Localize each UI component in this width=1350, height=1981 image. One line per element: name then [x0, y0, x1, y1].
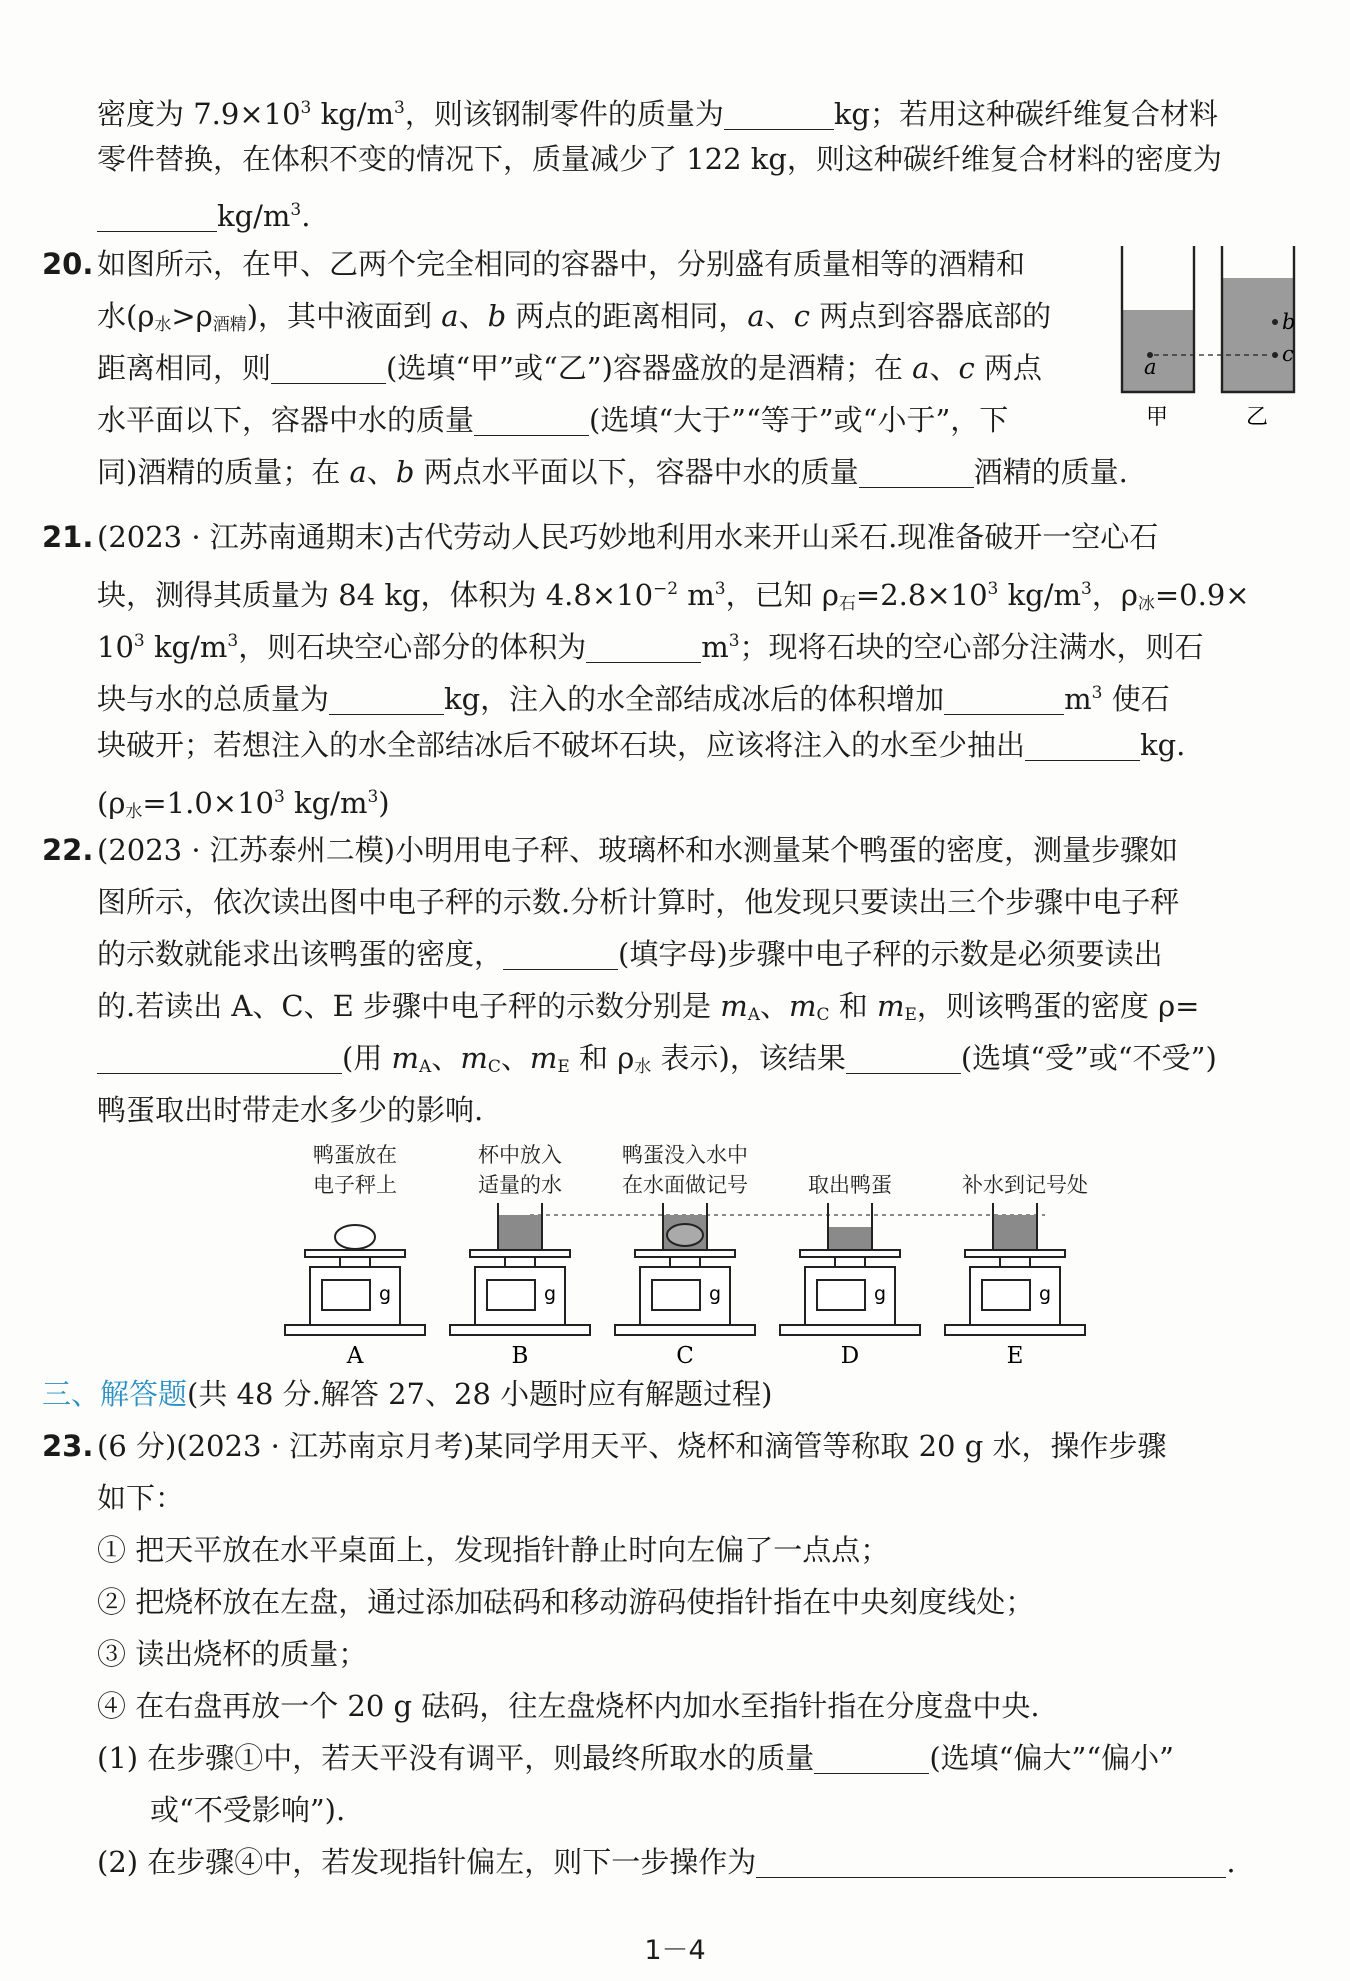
step-caption: 鸭蛋没入水中 [622, 1143, 748, 1167]
point-b [1272, 319, 1278, 325]
water [993, 1215, 1037, 1250]
text-line: (2) 在步骤④中，若发现指针偏左，则下一步操作为 . [97, 1845, 1236, 1879]
scale-display [817, 1280, 865, 1310]
scale-stem [340, 1257, 370, 1267]
water [498, 1215, 542, 1250]
section-title: 三、解答题 [42, 1377, 188, 1411]
text-line: 块，测得其质量为 84 kg，体积为 $4.8\times 10^{-2}$ $m^3$，已知 $\rho_石=2.8\times 10^3$ $kg/m^3$，$\rho_冰=0.9\times$ [97, 578, 1250, 614]
unit-label: g [874, 1283, 887, 1305]
section-note: (共 48 分.解答 27、28 小题时应有解题过程) [187, 1377, 773, 1411]
step-e [945, 1173, 1088, 1365]
step-item: ④ 在右盘再放一个 20 g 砝码，往左盘烧杯内加水至指针指在分度盘中央. [97, 1689, 1040, 1723]
text-line: 如图所示，在甲、乙两个完全相同的容器中，分别盛有质量相等的酒精和 [97, 247, 1026, 281]
answer-blank[interactable] [503, 939, 618, 970]
scale-display [652, 1280, 700, 1310]
answer-blank[interactable] [97, 201, 217, 232]
scale-plate [470, 1250, 570, 1257]
question-number: 20. [42, 247, 94, 281]
text-line: $10^3$ $kg/m^3$，则石块空心部分的体积为 $m^3$；现将石块的空心部分注满水，则石 [97, 630, 1204, 664]
step-a [285, 1143, 425, 1365]
step-caption: 在水面做记号 [622, 1173, 748, 1197]
answer-blank[interactable] [271, 353, 386, 384]
text-line: 同)酒精的质量；在 a、b 两点水平面以下，容器中水的质量 酒精的质量. [97, 455, 1128, 489]
text-line: (2023 · 江苏南通期末)古代劳动人民巧妙地利用水来开山采石.现准备破开一空心石 [97, 520, 1159, 554]
step-letter: E [1006, 1343, 1024, 1365]
question-number: 21. [42, 520, 94, 554]
text-line: $kg/m^3$. [97, 184, 1277, 242]
step-letter: D [840, 1343, 860, 1365]
text-line: (6 分)(2023 · 江苏南京月考)某同学用天平、烧杯和滴管等称取 20 g 水，操作步骤 [97, 1429, 1167, 1463]
question-number: 23. [42, 1429, 94, 1463]
point-a-label: a [1144, 355, 1157, 379]
scale-plate [305, 1250, 405, 1257]
water [828, 1227, 872, 1250]
text-line: 水平面以下，容器中水的质量 (选填“大于”“等于”或“小于”，下 [97, 403, 1009, 437]
text-line: 块破开；若想注入的水全部结冰后不破坏石块，应该将注入的水至少抽出 kg. [97, 728, 1186, 762]
egg [667, 1224, 703, 1246]
scale-plate [635, 1250, 735, 1257]
scale-stem [505, 1257, 535, 1267]
answer-blank[interactable] [944, 684, 1064, 715]
step-caption: 电子秤上 [313, 1173, 397, 1197]
question-number: 22. [42, 833, 94, 867]
answer-blank[interactable] [586, 632, 701, 663]
text-line: 块与水的总质量为 kg，注入的水全部结成冰后的体积增加 $m^3$ 使石 [97, 682, 1170, 716]
text-line: 密度为 $7.9\times 10^3$ $kg/m^3$，则该钢制零件的质量为 kg；若用这种碳纤维复合材料 [97, 97, 1218, 131]
text-line: 的.若读出 A、C、E 步骤中电子秤的示数分别是 $m_A$、$m_C$ 和 $m_E$，则该鸭蛋的密度 ρ= [97, 989, 1200, 1025]
egg-density-steps-figure [270, 1135, 1130, 1365]
unit-label: g [1039, 1283, 1052, 1305]
egg [335, 1225, 375, 1249]
scale-base [780, 1325, 920, 1335]
text-line: 距离相同，则 (选填“甲”或“乙”)容器盛放的是酒精；在 a、c 两点 [97, 351, 1042, 385]
scale-display [487, 1280, 535, 1310]
text-line: 鸭蛋取出时带走水多少的影响. [97, 1093, 484, 1127]
scale-base [615, 1325, 755, 1335]
answer-blank[interactable] [97, 1043, 342, 1074]
step-item: ③ 读出烧杯的质量； [97, 1637, 368, 1671]
scale-plate [965, 1250, 1065, 1257]
container-figure [1110, 240, 1300, 430]
unit-label: g [379, 1283, 392, 1305]
step-letter: C [676, 1343, 694, 1365]
step-caption: 杯中放入 [478, 1143, 562, 1167]
text-line: ($\rho_水=1.0\times 10^3$ $kg/m^3$) [97, 786, 390, 822]
text-line: 零件替换，在体积不变的情况下，质量减少了 122 kg，则这种碳纤维复合材料的密度为 [97, 142, 1222, 176]
text-line: 图所示，依次读出图中电子秤的示数.分析计算时，他发现只要读出三个步骤中电子秤 [97, 885, 1180, 919]
scale-display [322, 1280, 370, 1310]
alcohol-liquid [1122, 310, 1194, 392]
answer-blank[interactable] [474, 405, 589, 436]
scale-plate [800, 1250, 900, 1257]
section-header [42, 1368, 772, 1420]
scale-base [945, 1325, 1085, 1335]
step-item: ① 把天平放在水平桌面上，发现指针静止时向左偏了一点点； [97, 1533, 890, 1567]
step-item: ② 把烧杯放在左盘，通过添加砝码和移动游码使指针指在中央刻度线处； [97, 1585, 1035, 1619]
step-d [780, 1173, 920, 1365]
label-yi: 乙 [1246, 405, 1269, 430]
answer-blank[interactable] [814, 1743, 929, 1774]
scale-stem [835, 1257, 865, 1267]
step-c [615, 1143, 755, 1365]
water-liquid [1222, 278, 1294, 392]
step-caption: 补水到记号处 [962, 1173, 1088, 1197]
answer-blank[interactable] [859, 457, 974, 488]
point-c-label: c [1282, 342, 1294, 366]
scale-display [982, 1280, 1030, 1310]
step-letter: A [346, 1343, 364, 1365]
scale-base [285, 1325, 425, 1335]
answer-blank[interactable] [756, 1847, 1226, 1878]
text-line: (用 $m_A$、$m_C$、$m_E$ 和 $\rho_水$ 表示)，该结果 (选填“受”或“不受”) [97, 1032, 1277, 1093]
step-letter: B [511, 1343, 529, 1365]
unit-label: g [709, 1283, 722, 1305]
page-number: 1－4 [644, 1935, 706, 1966]
text-line: 的示数就能求出该鸭蛋的密度， (填字母)步骤中电子秤的示数是必须要读出 [97, 937, 1163, 971]
scale-base [450, 1325, 590, 1335]
scale-stem [670, 1257, 700, 1267]
text-line: 或“不受影响”). [150, 1793, 346, 1827]
text-line: (1) 在步骤①中，若天平没有调平，则最终所取水的质量 (选填“偏大”“偏小” [97, 1741, 1174, 1775]
answer-blank[interactable] [724, 99, 834, 130]
text-line: (2023 · 江苏泰州二模)小明用电子秤、玻璃杯和水测量某个鸭蛋的密度，测量步骤如 [97, 833, 1179, 867]
label-jia: 甲 [1146, 405, 1169, 430]
answer-blank[interactable] [1025, 730, 1140, 761]
step-caption: 取出鸭蛋 [808, 1173, 892, 1197]
answer-blank[interactable] [846, 1043, 961, 1074]
answer-blank[interactable] [329, 684, 444, 715]
point-c [1272, 352, 1278, 358]
step-caption: 鸭蛋放在 [313, 1143, 397, 1167]
unit-label: g [544, 1283, 557, 1305]
text-line: 如下： [97, 1481, 185, 1515]
text-line: 水$(\rho_水>\rho_{酒精})$，其中液面到 a、b 两点的距离相同，a、c 两点到容器底部的 [97, 299, 1052, 335]
step-b [450, 1143, 590, 1365]
step-caption: 适量的水 [478, 1173, 562, 1197]
scale-stem [1000, 1257, 1030, 1267]
point-b-label: b [1282, 310, 1296, 334]
